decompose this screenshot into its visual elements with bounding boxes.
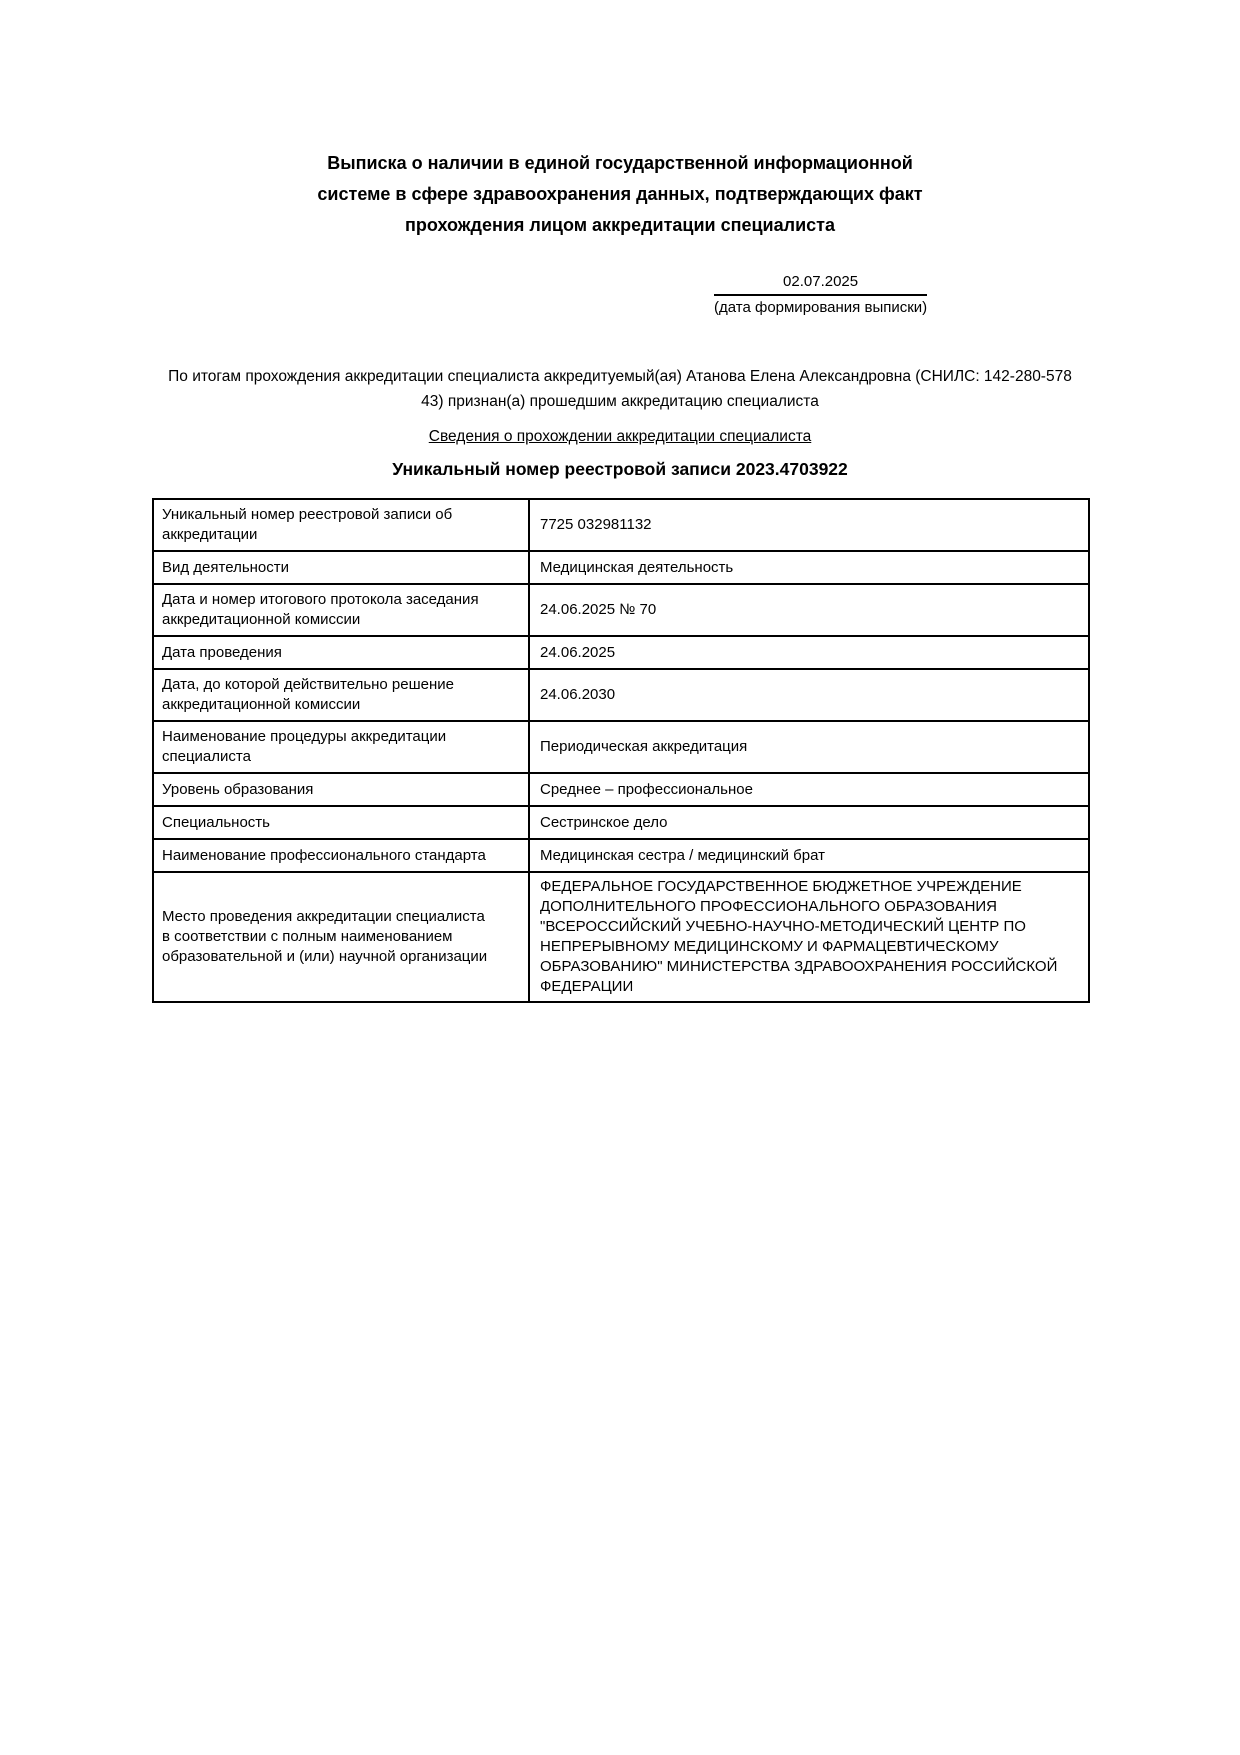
section-heading: Сведения о прохождении аккредитации специалиста <box>428 428 812 445</box>
table-row <box>153 584 1089 636</box>
row-value: 24.06.2025 № 70 <box>529 584 1089 636</box>
table-row <box>153 669 1089 721</box>
row-value: Медицинская деятельность <box>529 551 1089 584</box>
issue-date-caption: (дата формирования выписки) <box>714 299 928 316</box>
row-value: ФЕДЕРАЛЬНОЕ ГОСУДАРСТВЕННОЕ БЮДЖЕТНОЕ УЧРЕЖДЕНИЕ ДОПОЛНИТЕЛЬНОГО ПРОФЕССИОНАЛЬНОГО ОБРАЗОВАНИЯ "ВСЕРОССИЙСКИЙ УЧЕБНО-НАУЧНО-МЕТОДИЧЕСКИЙ ЦЕНТР ПО НЕПРЕРЫВНОМУ МЕДИЦИНСКОМУ И ФАРМАЦЕВТИЧЕСКОМУ ОБРАЗОВАНИЮ" МИНИСТЕРСТВА ЗДРАВООХРАНЕНИЯ РОССИЙСКОЙ ФЕДЕРАЦИИ <box>529 872 1089 1002</box>
intro-paragraph-line: 43) признан(а) прошедшим аккредитацию специалиста <box>421 393 819 410</box>
table-row <box>153 773 1089 806</box>
row-label: Дата, до которой действительно решение аккредитационной комиссии <box>153 669 529 721</box>
table-row <box>153 551 1089 584</box>
row-label: Наименование профессионального стандарта <box>153 839 529 872</box>
row-value: Медицинская сестра / медицинский брат <box>529 839 1089 872</box>
table-row <box>153 872 1089 1002</box>
registry-number-heading: Уникальный номер реестровой записи 2023.4703922 <box>392 459 848 479</box>
row-label: Дата и номер итогового протокола заседания аккредитационной комиссии <box>153 584 529 636</box>
row-label: Уровень образования <box>153 773 529 806</box>
document-title <box>0 148 1240 241</box>
issue-date-block <box>714 272 927 317</box>
row-value: Сестринское дело <box>529 806 1089 839</box>
row-label: Вид деятельности <box>153 551 529 584</box>
row-value: 7725 032981132 <box>529 499 1089 551</box>
intro-paragraph <box>0 364 1240 414</box>
document-title-line: системе в сфере здравоохранения данных, подтверждающих факт <box>317 184 923 204</box>
row-label: Наименование процедуры аккредитации специалиста <box>153 721 529 773</box>
row-value: Периодическая аккредитация <box>529 721 1089 773</box>
issue-date-value: 02.07.2025 <box>714 272 927 296</box>
row-label: Дата проведения <box>153 636 529 669</box>
accreditation-table <box>152 498 1090 1003</box>
table-row <box>153 806 1089 839</box>
table-row <box>153 636 1089 669</box>
table-row <box>153 839 1089 872</box>
row-label: Место проведения аккредитации специалиста в соответствии с полным наименованием образовательной и (или) научной организации <box>153 872 529 1002</box>
row-value: Среднее – профессиональное <box>529 773 1089 806</box>
row-value: 24.06.2025 <box>529 636 1089 669</box>
document-title-line: Выписка о наличии в единой государственной информационной <box>327 153 913 173</box>
table-row <box>153 499 1089 551</box>
document-title-line: прохождения лицом аккредитации специалиста <box>405 215 835 235</box>
row-value: 24.06.2030 <box>529 669 1089 721</box>
table-row <box>153 721 1089 773</box>
row-label: Уникальный номер реестровой записи об аккредитации <box>153 499 529 551</box>
row-label: Специальность <box>153 806 529 839</box>
intro-paragraph-line: По итогам прохождения аккредитации специалиста аккредитуемый(ая) Атанова Елена Александровна (СНИЛС: 142-280-578 <box>168 368 1072 385</box>
